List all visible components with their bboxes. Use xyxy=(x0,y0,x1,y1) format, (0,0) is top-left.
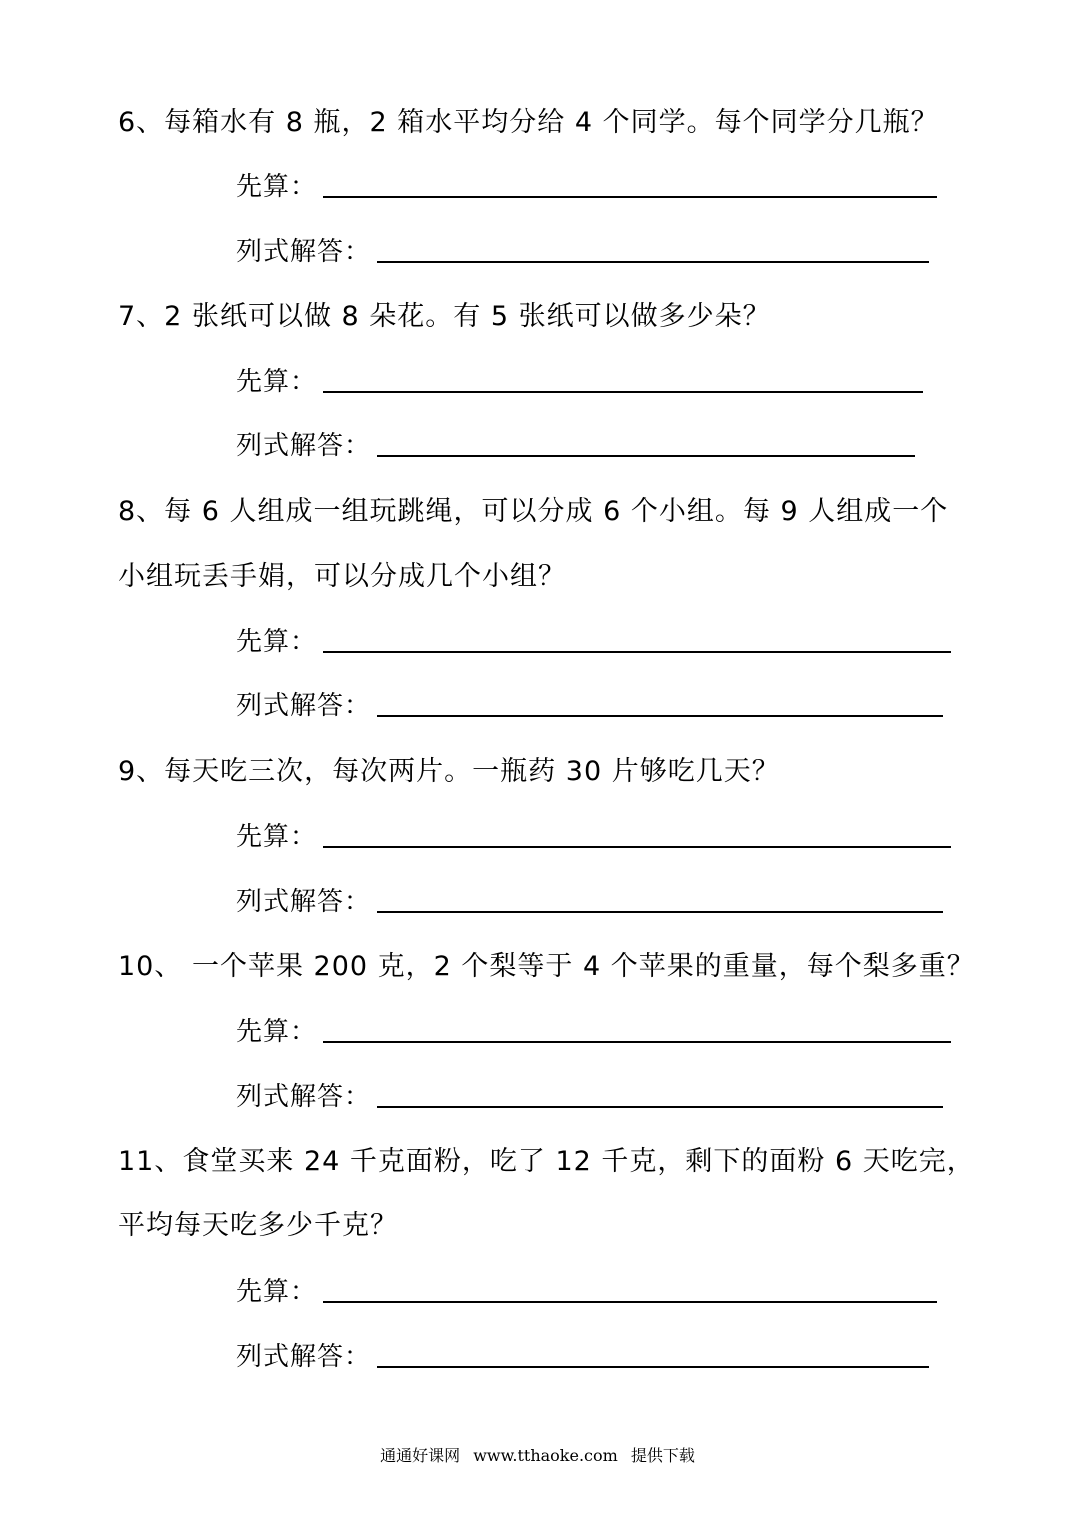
first-step-label: 先算： xyxy=(236,367,318,397)
question-6-first-step-row xyxy=(236,168,937,202)
question-7-line-1: 7、2 张纸可以做 8 朵花。有 5 张纸可以做多少朵？ xyxy=(118,301,771,332)
first-step-label: 先算： xyxy=(236,627,318,657)
footer-site-name: 通通好课网 xyxy=(380,1446,461,1465)
page-footer xyxy=(0,1446,1075,1466)
first-step-answer-line[interactable] xyxy=(323,846,951,848)
footer-url-link[interactable]: www.tthaoke.com xyxy=(473,1446,618,1465)
question-9-solution-row xyxy=(236,883,943,917)
question-8-solution-row xyxy=(236,687,943,721)
solution-answer-line[interactable] xyxy=(377,261,929,263)
question-7-first-step-row xyxy=(236,363,923,397)
question-10-line-1: 10、 一个苹果 200 克，2 个梨等于 4 个苹果的重量，每个梨多重？ xyxy=(118,951,975,982)
question-10-first-step-row xyxy=(236,1013,951,1047)
footer-suffix: 提供下载 xyxy=(630,1446,695,1465)
solution-answer-line[interactable] xyxy=(377,455,915,457)
question-11-line-2: 平均每天吃多少千克？ xyxy=(118,1210,398,1241)
question-9-first-step-row xyxy=(236,818,951,852)
first-step-answer-line[interactable] xyxy=(323,1301,937,1303)
solution-answer-line[interactable] xyxy=(377,715,943,717)
solution-label: 列式解答： xyxy=(236,887,372,917)
question-6-line-1: 6、每箱水有 8 瓶，2 箱水平均分给 4 个同学。每个同学分几瓶？ xyxy=(118,107,939,138)
first-step-answer-line[interactable] xyxy=(323,1041,951,1043)
question-8-line-2: 小组玩丢手娟，可以分成几个小组？ xyxy=(118,561,566,592)
first-step-label: 先算： xyxy=(236,1017,318,1047)
first-step-label: 先算： xyxy=(236,822,318,852)
question-10-solution-row xyxy=(236,1078,943,1112)
solution-answer-line[interactable] xyxy=(377,1106,943,1108)
question-11-first-step-row xyxy=(236,1273,937,1307)
first-step-answer-line[interactable] xyxy=(323,651,951,653)
question-11-solution-row xyxy=(236,1338,929,1372)
solution-label: 列式解答： xyxy=(236,1082,372,1112)
solution-answer-line[interactable] xyxy=(377,1366,929,1368)
solution-label: 列式解答： xyxy=(236,237,372,267)
first-step-answer-line[interactable] xyxy=(323,391,923,393)
question-8-line-1: 8、每 6 人组成一组玩跳绳，可以分成 6 个小组。每 9 人组成一个 xyxy=(118,496,949,527)
question-8-first-step-row xyxy=(236,623,951,657)
question-11-line-1: 11、食堂买来 24 千克面粉，吃了 12 千克，剩下的面粉 6 天吃完， xyxy=(118,1146,975,1177)
first-step-label: 先算： xyxy=(236,1277,318,1307)
question-6-solution-row xyxy=(236,233,929,267)
question-7-solution-row xyxy=(236,427,915,461)
first-step-answer-line[interactable] xyxy=(323,196,937,198)
first-step-label: 先算： xyxy=(236,172,318,202)
solution-label: 列式解答： xyxy=(236,431,372,461)
question-9-line-1: 9、每天吃三次，每次两片。一瓶药 30 片够吃几天？ xyxy=(118,756,780,787)
solution-label: 列式解答： xyxy=(236,1342,372,1372)
solution-answer-line[interactable] xyxy=(377,911,943,913)
solution-label: 列式解答： xyxy=(236,691,372,721)
